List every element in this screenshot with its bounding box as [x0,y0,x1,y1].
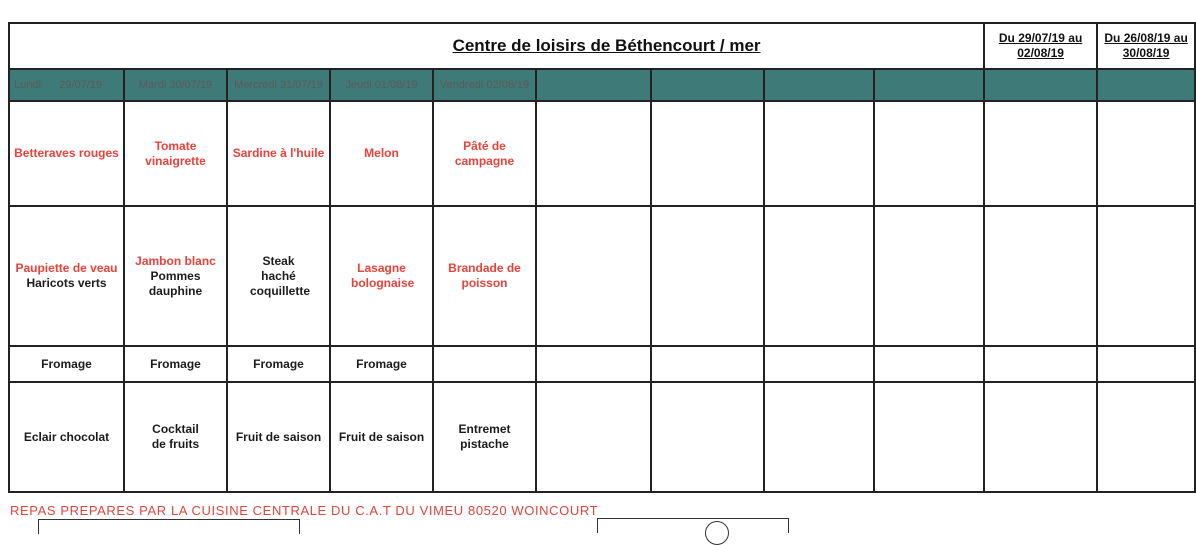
empty-cell [1097,206,1195,346]
day-header-empty [1097,69,1195,101]
footer-note: REPAS PREPARES PAR LA CUISINE CENTRALE DU C.A.T DU VIMEU 80520 WOINCOURT [10,503,599,518]
cheese-tuesday: Fromage [124,346,227,382]
main-wednesday [227,206,330,346]
main-tuesday [124,206,227,346]
title-cell [9,23,984,69]
empty-cell [536,206,651,346]
empty-cell [536,382,651,492]
starter-friday: Pâté de campagne [433,101,536,206]
main-row [9,206,1195,346]
day-header-wednesday: Mercredi 31/07/19 [227,69,330,101]
empty-cell [764,206,874,346]
empty-cell [651,382,764,492]
empty-cell [1097,101,1195,206]
logo-circle-icon [705,521,729,545]
main-friday [433,206,536,346]
dessert-friday: Entremet pistache [433,382,536,492]
empty-cell [874,346,984,382]
day-header-empty [651,69,764,101]
period-2: Du 26/08/19 au 30/08/19 [1097,23,1195,69]
cheese-wednesday: Fromage [227,346,330,382]
empty-cell [874,382,984,492]
cheese-thursday: Fromage [330,346,433,382]
dessert-thursday: Fruit de saison [330,382,433,492]
empty-cell [984,206,1097,346]
empty-cell [764,101,874,206]
main-side: Pommes dauphine [148,268,203,298]
main-side: Steak haché coquillette [250,253,311,298]
starter-monday: Betteraves rouges [9,101,124,206]
dessert-wednesday: Fruit de saison [227,382,330,492]
cheese-row [9,346,1195,382]
starter-row [9,101,1195,206]
main-side: Haricots verts [26,276,107,290]
logo-box-left [38,519,300,534]
empty-cell [651,206,764,346]
dessert-tuesday: Cocktail de fruits [124,382,227,492]
logo-box-right [597,518,789,533]
starter-thursday: Melon [330,101,433,206]
day-header-empty [536,69,651,101]
main-dish: Lasagne bolognaise [351,261,415,290]
page-title: Centre de loisirs de Béthencourt / mer [452,35,761,55]
main-dish: Jambon blanc [135,253,216,268]
empty-cell [874,101,984,206]
day-header-empty [874,69,984,101]
empty-cell [984,101,1097,206]
dessert-row [9,382,1195,492]
dessert-monday: Eclair chocolat [9,382,124,492]
day-header-monday: Lundi 29/07/19 [9,69,124,101]
day-header-row [9,69,1195,101]
empty-cell [764,346,874,382]
day-header-thursday: Jeudi 01/08/19 [330,69,433,101]
empty-cell [1097,382,1195,492]
empty-cell [874,206,984,346]
day-header-friday: Vendredi 02/08/19 [433,69,536,101]
main-dish: Paupiette de veau [15,261,118,275]
cheese-monday: Fromage [9,346,124,382]
starter-tuesday: Tomate vinaigrette [124,101,227,206]
main-dish: Brandade de poisson [448,261,521,290]
day-header-tuesday: Mardi 30/07/19 [124,69,227,101]
period-1: Du 29/07/19 au 02/08/19 [984,23,1097,69]
empty-cell [651,346,764,382]
main-monday [9,206,124,346]
cheese-friday [433,346,536,382]
empty-cell [984,382,1097,492]
main-thursday [330,206,433,346]
empty-cell [1097,346,1195,382]
day-header-empty [764,69,874,101]
starter-wednesday: Sardine à l'huile [227,101,330,206]
empty-cell [984,346,1097,382]
empty-cell [764,382,874,492]
day-header-empty [984,69,1097,101]
empty-cell [536,101,651,206]
empty-cell [651,101,764,206]
menu-table [8,22,1196,493]
empty-cell [536,346,651,382]
